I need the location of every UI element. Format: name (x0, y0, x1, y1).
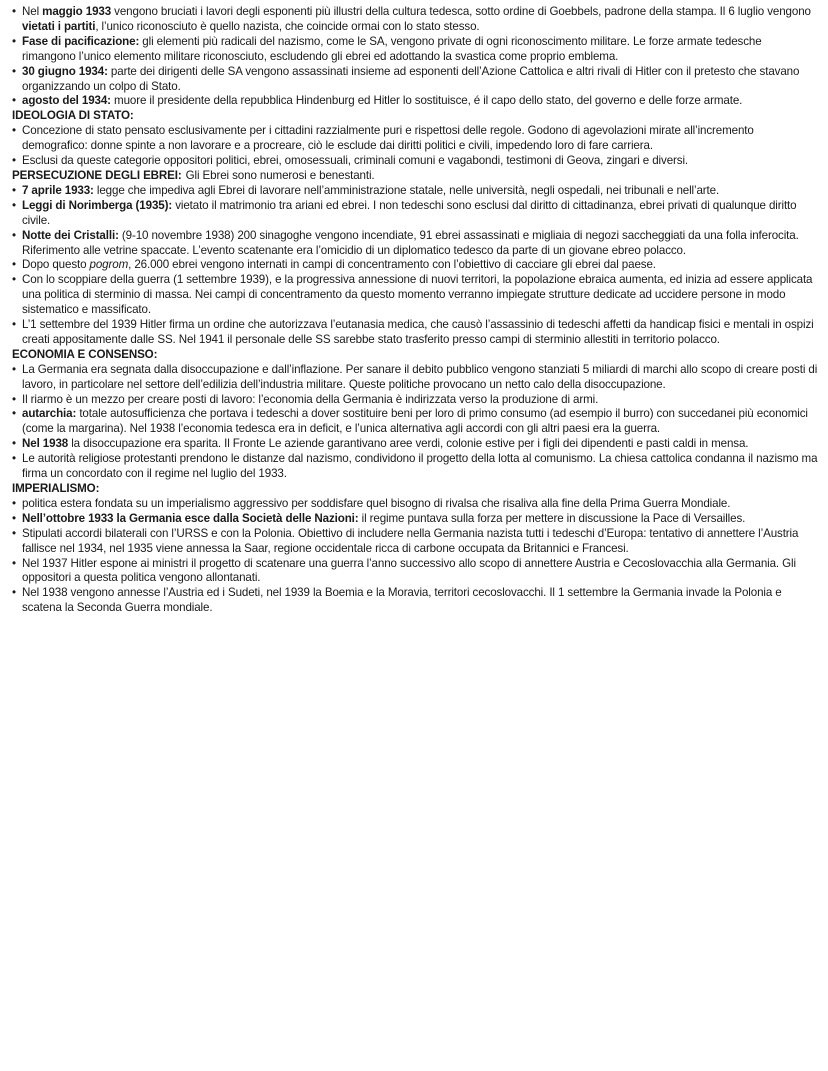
text-run: Nel 1937 Hitler espone ai ministri il progetto di scatenare una guerra l’anno successivo allo scopo di annettere Austria e Cecoslovacchia alla Germania. Gli oppositori a questa politica vengono allontanati. (22, 556, 796, 585)
text-run: Concezione di stato pensato esclusivamente per i cittadini razzialmente puri e rispettosi delle regole. Godono di agevolazioni mirate all’incremento demografico: donne spinte a non lavorare e a procreare, ciò le esclude dai diritti politici e civili, impedendo loro di fare carriera. (22, 124, 754, 153)
bold-text: Fase di pacificazione: (22, 34, 140, 48)
bullet-item (12, 393, 818, 408)
bullet-item (12, 437, 818, 452)
section (12, 5, 818, 109)
bold-text: 30 giugno 1934: (22, 64, 108, 78)
section-heading-text: IDEOLOGIA DI STATO: (12, 109, 134, 123)
section (12, 348, 818, 482)
text-run: muore il presidente della repubblica Hindenburg ed Hitler lo sostituisce, é il capo dello stato, del governo e delle forze armate. (110, 94, 743, 108)
bullet-item (12, 497, 818, 512)
bullet-item (12, 229, 818, 259)
section-heading (12, 482, 818, 497)
text-run: vengono bruciati i lavori degli esponenti più illustri della cultura tedesca, sotto ordine di Goebbels, padrone della stampa. Il 6 luglio vengono (111, 5, 811, 18)
text-run: La Germania era segnata dalla disoccupazione e dall’inflazione. Per sanare il debito pubblico vengono stanziati 5 miliardi di marchi allo scopo di creare posti di lavoro, in particolare nel settore dell’edilizia dell’industria militare. Queste politiche provocano un netto calo della disoccupazione. (22, 362, 818, 391)
text-run: la disoccupazione era sparita. Il Fronte Le aziende garantivano aree verdi, colonie estive per i figli dei dipendenti e pasti caldi in mensa. (68, 437, 749, 451)
bullet-item (12, 318, 818, 348)
bullet-item (12, 5, 818, 35)
section (12, 482, 818, 616)
text-run: parte dei dirigenti delle SA vengono assassinati insieme ad esponenti dell’Azione Cattolica e altri rivali di Hitler con il pretesto che stavano organizzando un colpo di Stato. (22, 64, 800, 93)
text-run: Il riarmo è un mezzo per creare posti di lavoro: l’economia della Germania è indirizzata verso la produzione di armi. (22, 392, 599, 406)
text-run: Le autorità religiose protestanti prendono le distanze dal nazismo, condividono il progetto della lotta al comunismo. La chiesa cattolica condanna il nazismo ma firma un concordato con il regime nel luglio del 1933. (22, 452, 818, 481)
text-run: il regime puntava sulla forza per mettere in discussione la Pace di Versailles. (358, 511, 746, 525)
bullet-item (12, 94, 818, 109)
italic-text: pogrom (89, 258, 129, 272)
bullet-item (12, 512, 818, 527)
section-heading-text: ECONOMIA E CONSENSO: (12, 347, 158, 361)
bold-text: Leggi di Norimberga (1935): (22, 198, 173, 212)
section-heading (12, 348, 818, 363)
section (12, 109, 818, 169)
text-run: legge che impediva agli Ebrei di lavorare nell’amministrazione statale, nelle università, negli ospedali, nei tribunali e nell’arte. (93, 183, 720, 197)
bullet-item (12, 35, 818, 65)
text-run: totale autosufficienza che portava i tedeschi a dover sostituire beni per loro di primo consumo (ad esempio il burro) con succedanei più economici (come la margarina). Nel 1938 l’economia tedesca era in deficit, e l’unica alternativa agli accordi con gli altri paesi era la guerra. (22, 407, 808, 436)
text-run: L’1 settembre del 1939 Hitler firma un ordine che autorizzava l’eutanasia medica, che causò l’assassinio di tedeschi affetti da handicap fisici e mentali in ospizi creati appositamente dalle SS. Nel 1941 il personale delle SS sarebbe stato trasferito presso campi di sterminio allestiti in territorio polacco. (22, 318, 814, 346)
section-heading-text: PERSECUZIONE DEGLI EBREI: (12, 168, 182, 182)
text-run: , l’unico riconosciuto è quello nazista, che coincide ormai con lo stato stesso. (95, 19, 480, 33)
bold-text: Nel 1938 (22, 437, 69, 451)
text-run: Nel 1938 vengono annesse l’Austria ed i Sudeti, nel 1939 la Boemia e la Moravia, territori cecoslovacchi. Il 1 settembre la Germania invade la Polonia e scatena la Seconda Guerra mondiale. (22, 586, 782, 615)
bold-text: vietati i partiti (22, 19, 96, 33)
text-run: politica estera fondata su un imperialismo aggressivo per soddisfare quel bisogno di rivalsa che risaliva alla fine della Prima Guerra Mondiale. (22, 496, 731, 510)
bullet-item (12, 184, 818, 199)
text-run: Nel (22, 5, 43, 18)
section-intro: Gli Ebrei sono numerosi e benestanti. (185, 168, 375, 182)
text-run: Stipulati accordi bilaterali con l’URSS e con la Polonia. Obiettivo di includere nella Germania nazista tutti i tedeschi d’Europa: tentativo di annettere l’Austria fallisce nel 1934, nel 1935 viene annessa la Saar, regione occidentale ricca di carbone occupata da Britannici e Francesi. (22, 526, 799, 555)
text-run: Esclusi da queste categorie oppositori politici, ebrei, omosessuali, criminali comuni e vagabondi, testimoni di Geova, zingari e diversi. (22, 154, 688, 168)
bullet-list (12, 124, 818, 169)
bold-text: Nell’ottobre 1933 la Germania esce dalla Società delle Nazioni: (22, 511, 359, 525)
bullet-item (12, 527, 818, 557)
bullet-item (12, 363, 818, 393)
bullet-item (12, 407, 818, 437)
bullet-item (12, 258, 818, 273)
bullet-item (12, 65, 818, 95)
bullet-item (12, 273, 818, 318)
bold-text: Notte dei Cristalli: (22, 228, 119, 242)
bullet-list (12, 5, 818, 109)
bullet-list (12, 184, 818, 348)
section-heading (12, 109, 818, 124)
section-heading (12, 169, 818, 184)
bullet-item (12, 124, 818, 154)
bold-text: autarchia: (22, 407, 77, 421)
bullet-list (12, 497, 818, 616)
bullet-item (12, 452, 818, 482)
text-run: (9-10 novembre 1938) 200 sinagoghe vengono incendiate, 91 ebrei assassinati e migliaia di negozi saccheggiati da una folla inferocita. Riferimento alle vetrine spaccate. L’evento scatenante era l’omicidio di un diplomatico tedesco da parte di un giovane ebreo polacco. (22, 228, 799, 257)
bold-text: maggio 1933 (42, 5, 112, 18)
bullet-list (12, 363, 818, 482)
text-run: Dopo questo (22, 258, 90, 272)
section-heading-text: IMPERIALISMO: (12, 482, 100, 495)
bullet-item (12, 154, 818, 169)
bullet-item (12, 557, 818, 587)
text-run: Con lo scoppiare della guerra (1 settembre 1939), e la progressiva annessione di nuovi territori, la popolazione ebraica aumenta, ed inizia ad essere applicata una politica di sterminio di massa. Nei campi di concentramento da questo momento verranno impiegate strutture dedicate ad uccidere persone in modo sistematico e massificato. (22, 273, 813, 317)
bullet-item (12, 199, 818, 229)
text-run: , 26.000 ebrei vengono internati in campi di concentramento con l’obiettivo di cacciare gli ebrei dal paese. (128, 258, 656, 272)
document-page (12, 5, 818, 616)
bold-text: 7 aprile 1933: (22, 183, 94, 197)
text-run: gli elementi più radicali del nazismo, come le SA, vengono private di ogni riconoscimento militare. Le forze armate tedesche rimangono l’unico elemento militare riconosciuto, escludendo gli ebrei ed adottando la svastica come proprio emblema. (22, 34, 762, 63)
bullet-item (12, 586, 818, 616)
bold-text: agosto del 1934: (22, 94, 111, 108)
text-run: vietato il matrimonio tra ariani ed ebrei. I non tedeschi sono esclusi dal diritto di cittadinanza, ebrei privati di qualunque diritto civile. (22, 198, 797, 227)
section (12, 169, 818, 348)
